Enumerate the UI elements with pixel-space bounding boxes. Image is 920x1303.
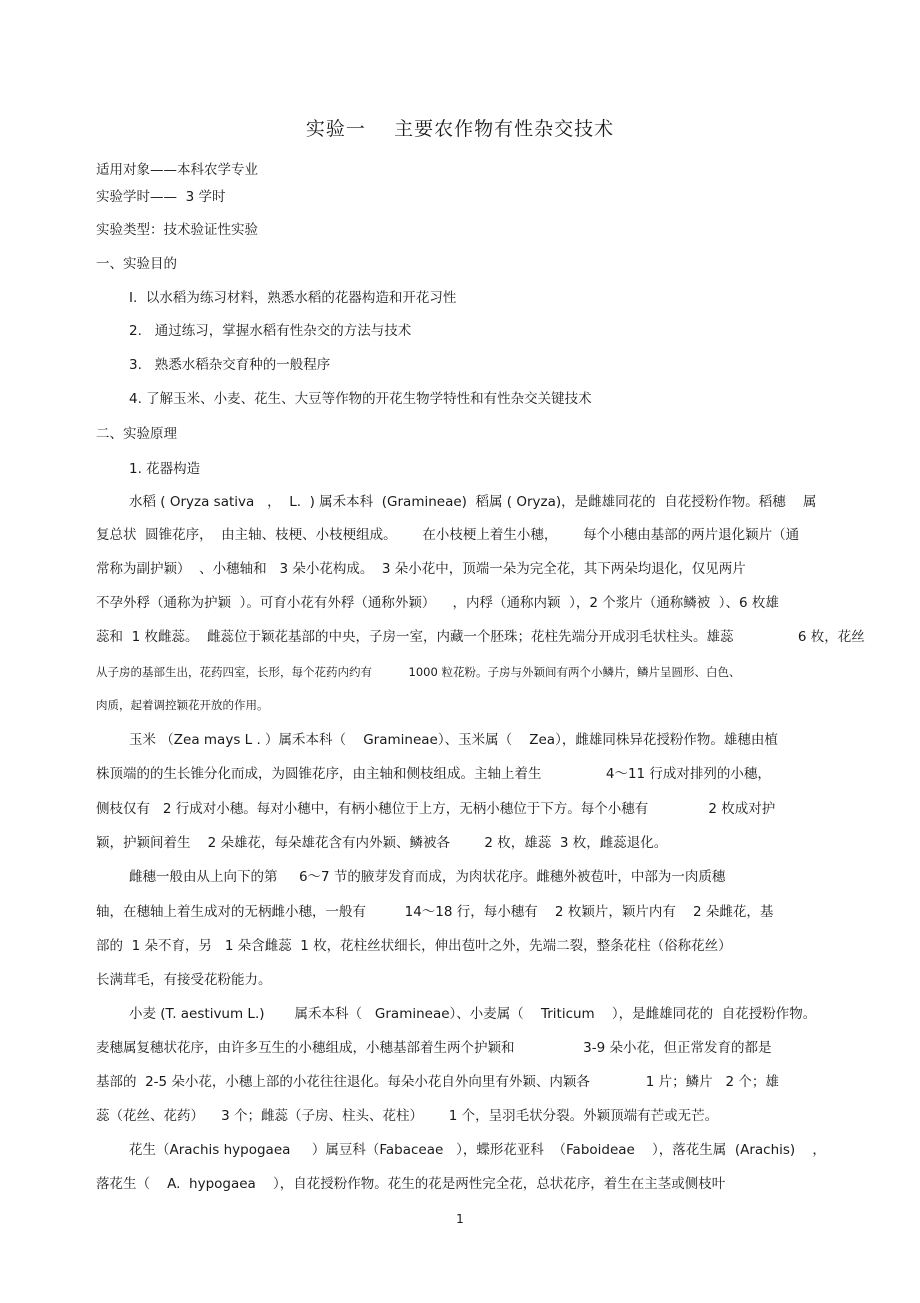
text-line: 轴，在穗轴上着生成对的无柄雌小穗，一般有 14～18 行，每小穗有 2 枚颖片，颖片内有 2 朵雌花，基 (96, 904, 774, 920)
text-line: 基部的 2-5 朵小花，小穗上部的小花往往退化。每朵小花自外向里有外颖、内颖各 1 片；鳞片 2 个；雄 (96, 1074, 779, 1090)
text-line: 复总状 圆锥花序， 由主轴、枝梗、小枝梗组成。 在小枝梗上着生小穗， 每个小穗由基部的两片退化颖片（通 (96, 527, 800, 543)
text-line: 长满茸毛，有接受花粉能力。 (96, 972, 272, 988)
text-line: 肉质，起着调控颖花开放的作用。 (96, 698, 269, 712)
text-line: 雌穗一般由从上向下的第 6～7 节的腋芽发育而成，为肉状花序。雌穗外被苞叶，中部为一肉质穗 (129, 869, 726, 885)
text-line: 适用对象——本科农学专业 (96, 162, 258, 178)
text-line: 落花生（ A. hypogaea ），自花授粉作物。花生的花是两性完全花，总状花序，着生在主茎或侧枝叶 (96, 1176, 726, 1192)
text-line: I. 以水稻为练习材料，熟悉水稻的花器构造和开花习性 (129, 290, 457, 306)
text-line: 3. 熟悉水稻杂交育种的一般程序 (129, 357, 331, 373)
text-line: 从子房的基部生出，花药四室，长形，每个花药内约有 1000 粒花粉。子房与外颖间有两个小鳞片，鳞片呈圆形、白色、 (96, 665, 741, 679)
text-line: 4. 了解玉米、小麦、花生、大豆等作物的开花生物学特性和有性杂交关键技术 (129, 391, 592, 407)
document-title: 实验一 主要农作物有性杂交技术 (305, 118, 615, 140)
text-line: 部的 1 朵不育，另 1 朵含雌蕊 1 枚，花柱丝状细长，伸出苞叶之外，先端二裂，整条花柱（俗称花丝） (96, 938, 732, 954)
text-line: 常称为副护颖） 、小穗轴和 3 朵小花构成。 3 朵小花中，顶端一朵为完全花，其下两朵均退化，仅见两片 (96, 561, 746, 577)
text-line: 麦穗属复穗状花序，由许多互生的小穗组成，小穗基部着生两个护颖和 3-9 朵小花，但正常发育的都是 (96, 1040, 772, 1056)
text-line: 花生（Arachis hypogaea ）属豆科（Fabaceae ），蝶形花亚科 （Faboideae ），落花生属 (Arachis) ， (129, 1142, 826, 1158)
text-line: 不孕外稃（通称为护颖 ）。可育小花有外稃（通称外颖） ，内稃（通称内颖 ），2 个浆片（通称鳞被 ）、6 枚雄 (96, 595, 779, 611)
text-line: 2. 通过练习，掌握水稻有性杂交的方法与技术 (129, 323, 412, 339)
text-line: 蕊（花丝、花药） 3 个；雌蕊（子房、柱头、花柱） 1 个，呈羽毛状分裂。外颖顶端有芒或无芒。 (96, 1108, 719, 1124)
text-line: 玉米 （Zea mays L . ）属禾本科（ Gramineae）、玉米属（ Zea），雌雄同株异花授粉作物。雄穗由植 (129, 732, 778, 748)
text-line: 1. 花器构造 (129, 461, 201, 477)
text-line: 株顶端的的生长锥分化而成，为圆锥花序，由主轴和侧枝组成。主轴上着生 4～11 行成对排列的小穗， (96, 766, 771, 782)
text-line: 颖，护颖间着生 2 朵雄花，每朵雄花含有内外颖、鳞被各 2 枚，雄蕊 3 枚，雌蕊退化。 (96, 835, 668, 851)
text-line: 蕊和 1 枚雌蕊。 雌蕊位于颖花基部的中央，子房一室，内藏一个胚珠；花柱先端分开成羽毛状柱头。雄蕊 6 枚，花丝 (96, 629, 865, 645)
text-line: 小麦 (T. aestivum L.) 属禾本科（ Gramineae）、小麦属（ Triticum ），是雌雄同花的 自花授粉作物。 (129, 1006, 817, 1022)
page-number: 1 (456, 1212, 464, 1226)
text-line: 二、实验原理 (96, 426, 177, 442)
text-line: 实验学时—— 3 学时 (96, 189, 226, 205)
text-line: 实验类型：技术验证性实验 (96, 222, 258, 238)
text-line: 一、实验目的 (96, 256, 177, 272)
text-line: 侧枝仅有 2 行成对小穗。每对小穗中，有柄小穗位于上方，无柄小穗位于下方。每个小穗有 2 枚成对护 (96, 801, 776, 817)
text-line: 水稻 ( Oryza sativa ， L. ) 属禾本科 (Gramineae) 稻属 ( Oryza)，是雌雄同花的 自花授粉作物。稻穗 属 (129, 494, 817, 510)
